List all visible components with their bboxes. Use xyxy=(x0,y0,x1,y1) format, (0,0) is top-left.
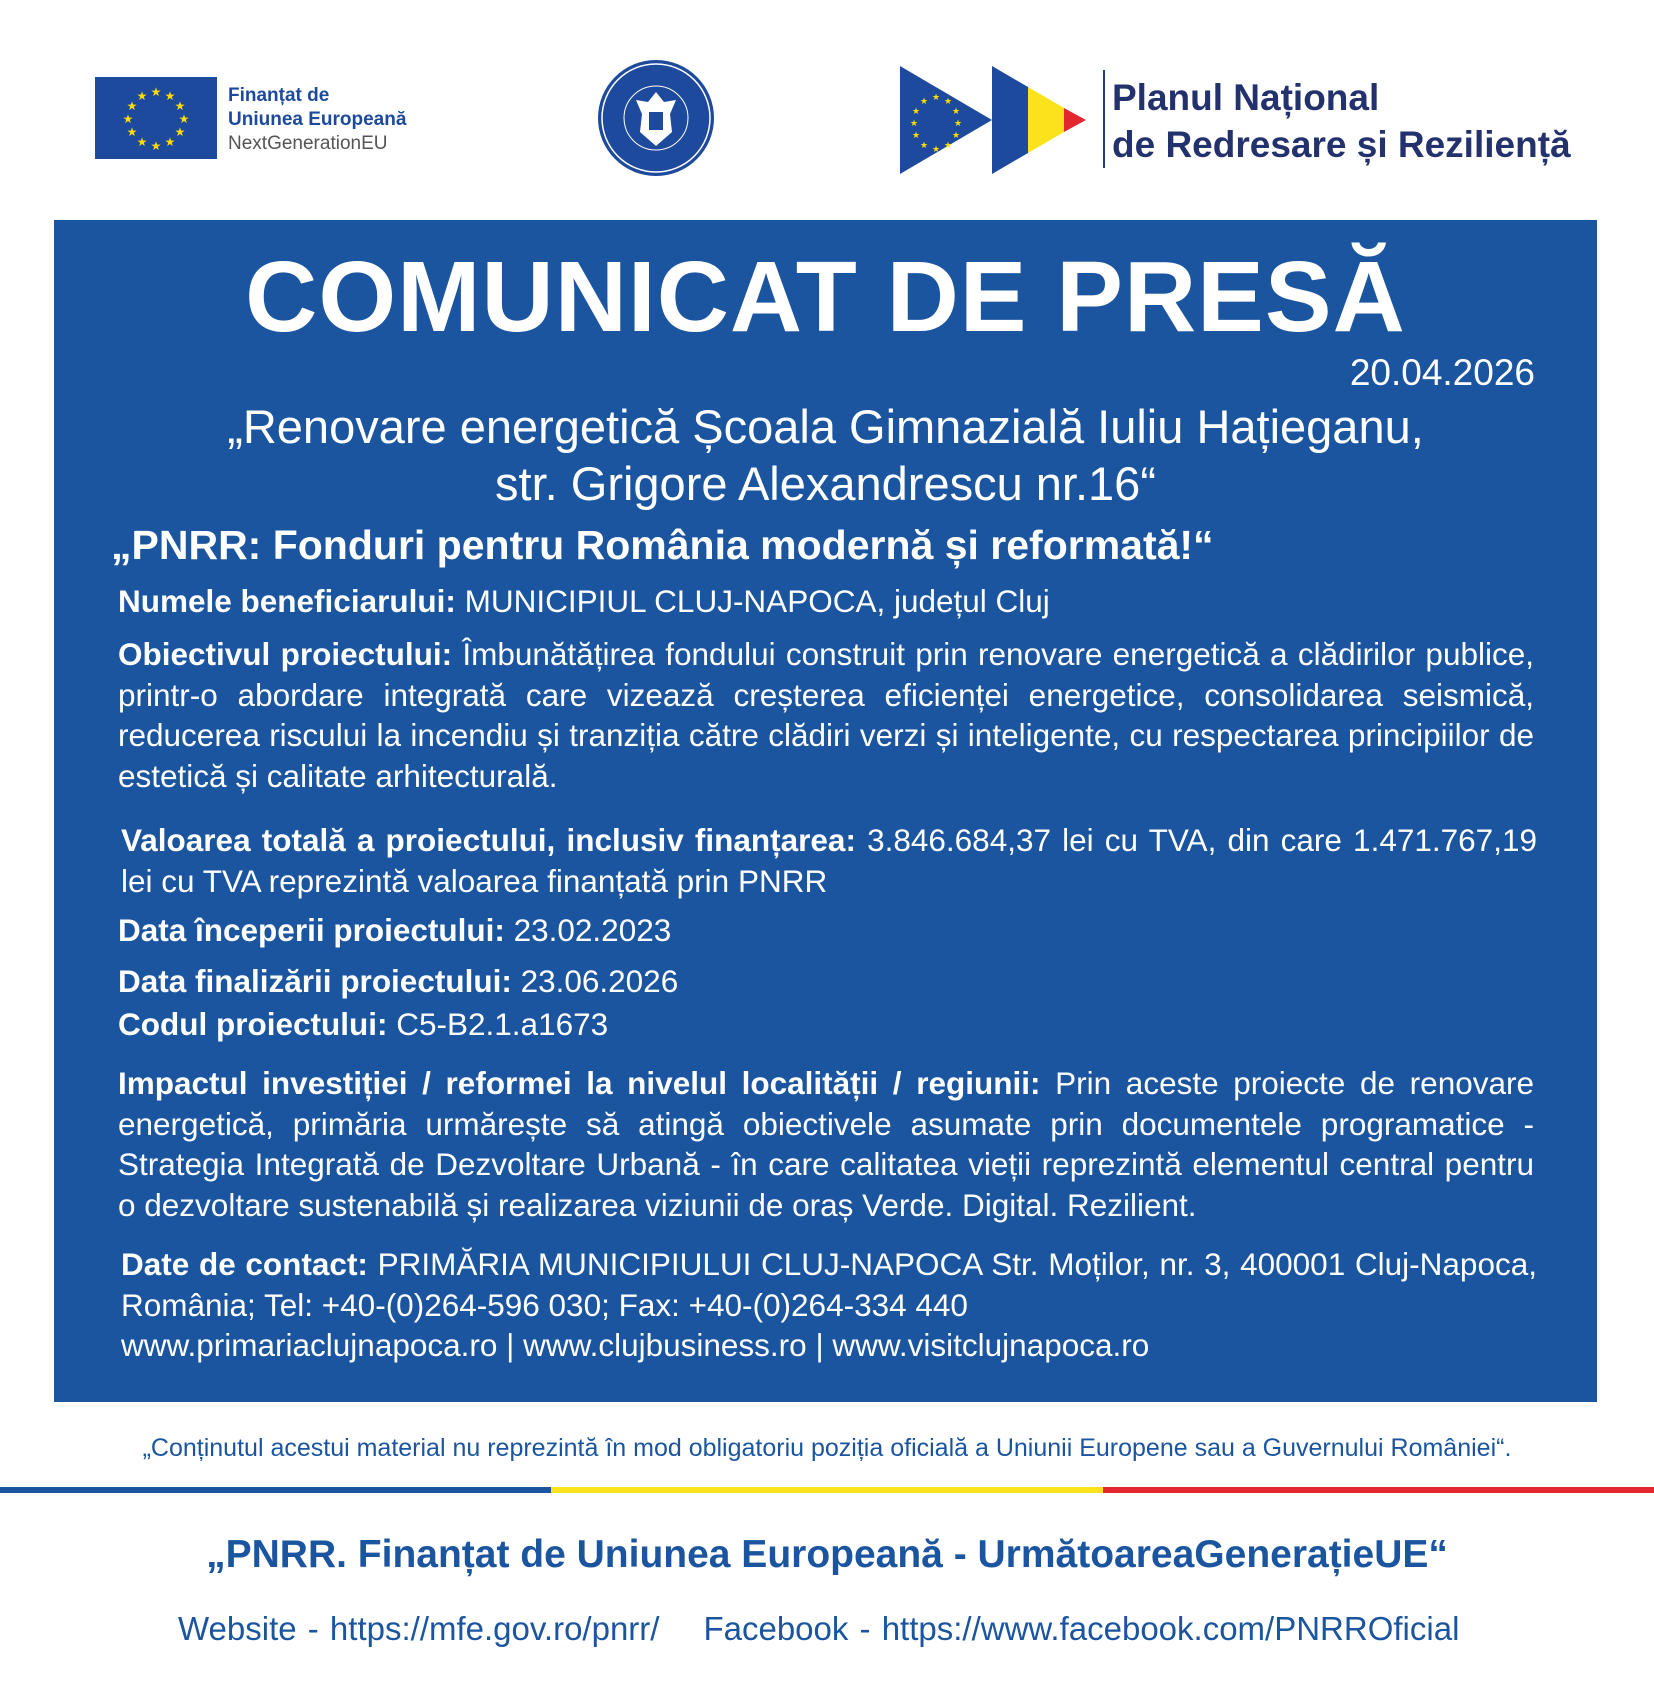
svg-text:★: ★ xyxy=(136,89,148,103)
disclaimer: „Conținutul acestui material nu reprezintă în mod obligatoriu poziția oficială a Uniunii Europene sau a Guvernului României“. xyxy=(142,1434,1512,1462)
footer-slogan: „PNRR. Finanțat de Uniunea Europeană - UrmătoareaGenerațieUE“ xyxy=(206,1533,1448,1576)
svg-text:★: ★ xyxy=(150,139,162,153)
project-code xyxy=(118,1004,1534,1045)
svg-text:★: ★ xyxy=(943,97,953,107)
svg-text:★: ★ xyxy=(126,125,138,139)
government-seal-logo xyxy=(596,58,716,178)
project-code-label: Codul proiectului: xyxy=(118,1006,388,1042)
pnrr-logo-text xyxy=(1112,74,1571,168)
page-title: COMUNICAT DE PRESĂ xyxy=(245,241,1406,353)
eu-funding-text xyxy=(228,84,406,156)
beneficiary xyxy=(118,581,1534,622)
impact xyxy=(118,1063,1534,1225)
svg-text:★: ★ xyxy=(164,135,176,149)
svg-text:★: ★ xyxy=(911,107,921,117)
svg-text:★: ★ xyxy=(931,93,941,103)
end-date xyxy=(118,961,1534,1002)
contact-value: PRIMĂRIA MUNICIPIULUI CLUJ-NAPOCA Str. Moților, nr. 3, 400001 Cluj-Napoca, România; Tel: +40-(0)264-596 030; Fax: +40-(0)264-334 440 xyxy=(121,1246,1537,1323)
svg-text:★: ★ xyxy=(174,99,186,113)
contact xyxy=(121,1244,1537,1366)
svg-text:★: ★ xyxy=(919,97,929,107)
contact-label: Date de contact: xyxy=(121,1246,368,1282)
eu-line3: NextGenerationEU xyxy=(228,133,388,154)
flag-stripe-yellow xyxy=(551,1487,1103,1493)
impact-value: Prin aceste proiecte de renovare energetică, primăria urmărește să atingă obiectivele asumate prin documentele programatice - Strategia Integrată de Dezvoltare Urbană - în care calitatea vieții reprezintă elementul central pentru o dezvoltare sustenabilă și realizarea viziunii de oraș Verde. Digital. Rezilient. xyxy=(118,1065,1535,1223)
objective-label: Obiectivul proiectului: xyxy=(118,636,453,672)
total-value xyxy=(121,820,1537,901)
project-title-line1: „Renovare energetică Școala Gimnazială Iuliu Hațieganu, xyxy=(227,400,1424,453)
svg-text:★: ★ xyxy=(943,141,953,151)
objective-value: Îmbunătățirea fondului construit prin renovare energetică a clădirilor publice, printr-o abordare integrată care vizează creșterea eficienței energetice, consolidarea seismică, reducerea riscului la incendiu și tranziția către clădiri verzi și inteligente, cu respectarea principiilor de estetică și calitate arhitecturală. xyxy=(118,636,1534,794)
beneficiary-value: MUNICIPIUL CLUJ-NAPOCA, județul Cluj xyxy=(455,583,1050,619)
end-date-value: 23.06.2026 xyxy=(511,963,679,999)
eu-flag-logo xyxy=(95,77,217,159)
svg-text:★: ★ xyxy=(164,89,176,103)
start-date xyxy=(118,910,1534,951)
press-release-panel xyxy=(54,220,1597,1402)
svg-text:★: ★ xyxy=(126,99,138,113)
project-title-line2: str. Grigore Alexandrescu nr.16“ xyxy=(495,457,1156,510)
svg-text:★: ★ xyxy=(909,119,919,129)
svg-text:★: ★ xyxy=(919,141,929,151)
eu-stars-icon xyxy=(95,77,217,159)
flag-stripe-blue xyxy=(0,1487,551,1493)
eu-line2: Uniunea Europeană xyxy=(228,109,407,130)
project-code-value: C5-B2.1.a1673 xyxy=(387,1006,609,1042)
end-date-label: Data finalizării proiectului: xyxy=(118,963,512,999)
project-title xyxy=(54,398,1597,512)
pnrr-slogan: „PNRR: Fonduri pentru România modernă și reformată!“ xyxy=(111,522,1214,568)
pnrr-arrows-logo xyxy=(900,66,1095,174)
start-date-label: Data începerii proiectului: xyxy=(118,912,505,948)
beneficiary-label: Numele beneficiarului: xyxy=(118,583,456,619)
website-link[interactable]: Website - https://mfe.gov.ro/pnrr/ xyxy=(178,1610,660,1647)
svg-text:★: ★ xyxy=(951,131,961,141)
impact-label: Impactul investiției / reformei la nivelul localității / regiunii: xyxy=(118,1065,1041,1101)
release-date: 20.04.2026 xyxy=(1349,352,1535,393)
svg-text:★: ★ xyxy=(174,125,186,139)
total-value-label: Valoarea totală a proiectului, inclusiv finanțarea: xyxy=(121,822,856,858)
start-date-value: 23.02.2023 xyxy=(504,912,672,948)
svg-text:★: ★ xyxy=(136,135,148,149)
eu-line1: Finanțat de xyxy=(228,85,330,106)
footer-links xyxy=(178,1610,1503,1648)
objective xyxy=(118,634,1534,796)
svg-text:★: ★ xyxy=(953,119,963,129)
pnrr-line1: Planul Național xyxy=(1112,77,1380,118)
svg-text:★: ★ xyxy=(150,85,162,99)
svg-text:★: ★ xyxy=(951,107,961,117)
pnrr-line2: de Redresare și Reziliență xyxy=(1112,124,1571,165)
svg-text:★: ★ xyxy=(911,131,921,141)
contact-websites[interactable]: www.primariaclujnapoca.ro | www.clujbusiness.ro | www.visitclujnapoca.ro xyxy=(121,1327,1150,1363)
facebook-link[interactable]: Facebook - https://www.facebook.com/PNRROficial xyxy=(703,1610,1460,1647)
svg-text:★: ★ xyxy=(122,112,134,126)
logo-divider xyxy=(1103,70,1105,168)
svg-text:★: ★ xyxy=(931,145,941,155)
flag-stripe-red xyxy=(1103,1487,1654,1493)
total-value-value: 3.846.684,37 lei cu TVA, din care 1.471.767,19 lei cu TVA reprezintă valoarea finanțată prin PNRR xyxy=(121,822,1537,899)
svg-text:★: ★ xyxy=(178,112,190,126)
